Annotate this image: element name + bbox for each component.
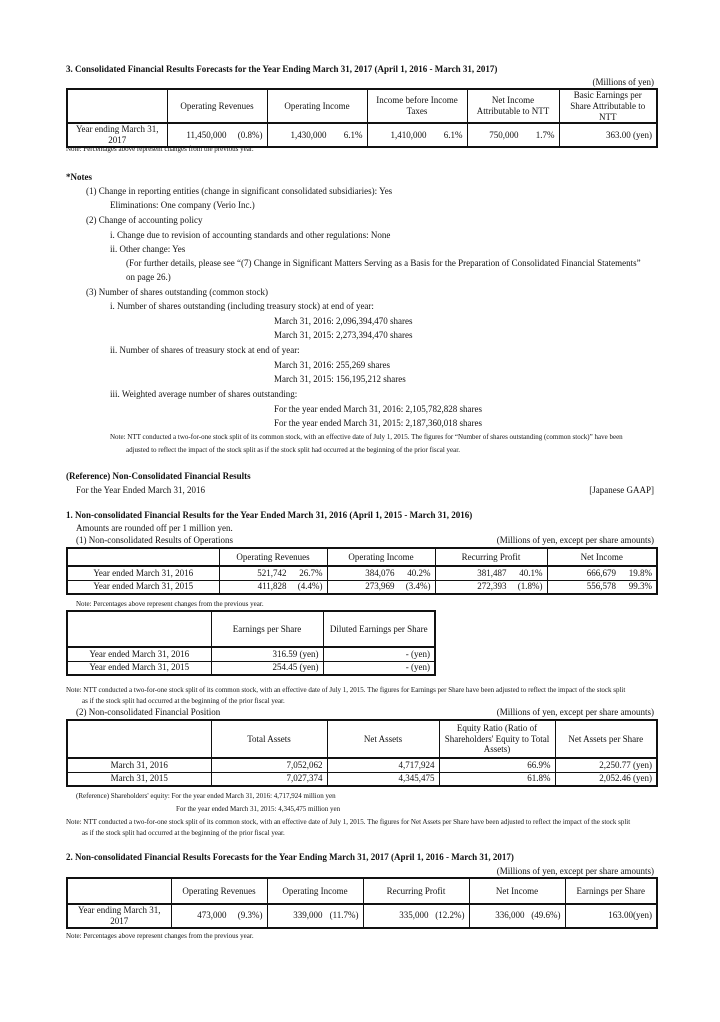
- table-cell: 66.9%: [439, 758, 555, 772]
- row-label: March 31, 2016: [67, 758, 211, 772]
- table-header: Operating Revenues: [219, 548, 327, 566]
- table-header: Net Income: [547, 548, 657, 566]
- notes-line: March 31, 2016: 255,269 shares: [274, 360, 390, 370]
- table-header: [67, 878, 171, 904]
- table-cell: - (yen): [323, 661, 435, 675]
- financial-position-table: [66, 719, 658, 787]
- row-label: Year ended March 31, 2015: [67, 661, 211, 675]
- notes-line: ii. Other change: Yes: [110, 244, 186, 254]
- shareholders-equity-line: (Reference) Shareholders' equity: For the year ended March 31, 2016: 4,717,924 million yen: [76, 792, 336, 800]
- section2-title: 2. Non-consolidated Financial Results Forecasts for the Year Ending March 31, 2017 (April 1, 2016 - March 31, 2017): [66, 852, 514, 862]
- results-unit: (Millions of yen, except per share amounts): [496, 535, 654, 545]
- table-row: [67, 904, 657, 928]
- table-cell: 2,250.77 (yen): [555, 758, 657, 772]
- row-label: Year ending March 31, 2017: [67, 904, 171, 928]
- notes-line: March 31, 2016: 2,096,394,470 shares: [274, 316, 413, 326]
- table-row: [67, 772, 657, 786]
- table-cell: 11,450,000 (0.8%): [167, 123, 267, 147]
- table-cell: 339,000 (11.7%): [267, 904, 363, 928]
- table-cell: 473,000 (9.3%): [171, 904, 267, 928]
- notes-line: (3) Number of shares outstanding (common stock): [86, 287, 268, 297]
- position-note: as if the stock split had occurred at the beginning of the prior fiscal year.: [82, 829, 285, 837]
- table-row: [67, 580, 657, 594]
- notes-line: March 31, 2015: 2,273,394,470 shares: [274, 330, 413, 340]
- shareholders-equity-line: For the year ended March 31, 2015: 4,345,475 million yen: [176, 805, 341, 813]
- section1-title: 1. Non-consolidated Financial Results for the Year Ended March 31, 2016 (April 1, 2015 - March 31, 2016): [66, 510, 473, 520]
- notes-line: March 31, 2015: 156,195,212 shares: [274, 374, 406, 384]
- table-header: Recurring Profit: [435, 548, 547, 566]
- table-header: Earnings per Share: [565, 878, 657, 904]
- table-header: [67, 548, 219, 566]
- table-cell: 1,430,000 6.1%: [267, 123, 367, 147]
- table-row: [67, 661, 435, 675]
- table-row: [67, 647, 435, 661]
- section3-unit: (Millions of yen): [592, 77, 654, 87]
- notes-footnote: Note: NTT conducted a two-for-one stock split of its common stock, with an effective date of July 1, 2015. The figures for “Number of shares outstanding (common stock)” have been: [110, 433, 623, 441]
- row-label: Year ended March 31, 2016: [67, 566, 219, 580]
- notes-line: Eliminations: One company (Verio Inc.): [110, 200, 255, 210]
- notes-line: i. Number of shares outstanding (including treasury stock) at end of year:: [110, 301, 374, 311]
- position-unit: (Millions of yen, except per share amounts): [496, 707, 654, 717]
- section3-title: 3. Consolidated Financial Results Forecasts for the Year Ending March 31, 2017 (April 1, 2016 - March 31, 2017): [66, 64, 498, 74]
- table-cell: 384,076 40.2%: [327, 566, 435, 580]
- table-header: Earnings per Share: [211, 611, 323, 647]
- eps-note: Note: NTT conducted a two-for-one stock split of its common stock, with an effective date of July 1, 2015. The figures for Earnings per Share have been adjusted to reflect the impact of the stock split: [66, 686, 626, 694]
- table-cell: 7,052,062: [211, 758, 327, 772]
- section2-note: Note: Percentages above represent changes from the previous year.: [66, 932, 254, 940]
- table-cell: 254.45 (yen): [211, 661, 323, 675]
- results-of-operations-table: [66, 547, 658, 595]
- table-row: [67, 758, 657, 772]
- table-cell: 750,000 1.7%: [467, 123, 559, 147]
- notes-line: iii. Weighted average number of shares outstanding:: [110, 389, 298, 399]
- table-row: [67, 123, 657, 147]
- table-header: Net Assets per Share: [555, 720, 657, 758]
- table-cell: 4,345,475: [327, 772, 439, 786]
- table-cell: 2,052.46 (yen): [555, 772, 657, 786]
- notes-line: (2) Change of accounting policy: [86, 215, 203, 225]
- results-subtitle: (1) Non-consolidated Results of Operations: [76, 535, 233, 545]
- reference-title: (Reference) Non-Consolidated Financial Results: [66, 471, 251, 481]
- position-subtitle: (2) Non-consolidated Financial Position: [76, 707, 221, 717]
- table-cell: 666,679 19.8%: [547, 566, 657, 580]
- notes-heading: *Notes: [66, 172, 92, 182]
- table-cell: 61.8%: [439, 772, 555, 786]
- notes-line: (1) Change in reporting entities (change in significant consolidated subsidiaries): Yes: [86, 186, 393, 196]
- table-cell: 1,410,000 6.1%: [367, 123, 467, 147]
- table-cell: 273,969 (3.4%): [327, 580, 435, 594]
- eps-table: [66, 610, 436, 676]
- notes-line: ii. Number of shares of treasury stock at end of year:: [110, 345, 300, 355]
- table-cell: 521,742 26.7%: [219, 566, 327, 580]
- table-cell: 335,000 (12.2%): [363, 904, 469, 928]
- reference-period: For the Year Ended March 31, 2016: [76, 485, 205, 495]
- section2-unit: (Millions of yen, except per share amounts): [496, 866, 654, 876]
- table-cell: - (yen): [323, 647, 435, 661]
- table-cell: 316.59 (yen): [211, 647, 323, 661]
- table-header: Basic Earnings per Share Attributable to NTT: [559, 89, 657, 123]
- table-cell: 381,487 40.1%: [435, 566, 547, 580]
- table-cell: 272,393 (1.8%): [435, 580, 547, 594]
- table-cell: 336,000 (49.6%): [469, 904, 565, 928]
- table-header: Equity Ratio (Ratio of Shareholders' Equity to Total Assets): [439, 720, 555, 758]
- table-header: [67, 89, 167, 123]
- table-cell: 411,828 (4.4%): [219, 580, 327, 594]
- notes-line: For the year ended March 31, 2016: 2,105,782,828 shares: [274, 404, 482, 414]
- table-cell: 363.00 (yen): [559, 123, 657, 147]
- gaap-label: [Japanese GAAP]: [589, 485, 654, 495]
- nonconsolidated-forecast-table: [66, 877, 658, 929]
- table-cell: 7,027,374: [211, 772, 327, 786]
- row-label: Year ending March 31, 2017: [67, 123, 167, 147]
- table-cell: 556,578 99.3%: [547, 580, 657, 594]
- table-header: Net Income Attributable to NTT: [467, 89, 559, 123]
- row-label: March 31, 2015: [67, 772, 211, 786]
- notes-line: For the year ended March 31, 2015: 2,187,360,018 shares: [274, 418, 482, 428]
- table-cell: 163.00(yen): [565, 904, 657, 928]
- table-header: Recurring Profit: [363, 878, 469, 904]
- table-header: Operating Income: [327, 548, 435, 566]
- notes-line: i. Change due to revision of accounting standards and other regulations: None: [110, 230, 391, 240]
- notes-line: (For further details, please see “(7) Change in Significant Matters Serving as a Basis for the Preparation of Consolidated Financial Statements”: [126, 258, 641, 268]
- table-header: Income before Income Taxes: [367, 89, 467, 123]
- table-header: Diluted Earnings per Share: [323, 611, 435, 647]
- table-header: Operating Income: [267, 89, 367, 123]
- notes-footnote: adjusted to reflect the impact of the stock split as if the stock split had occurred at the beginning of the prior fiscal year.: [126, 446, 460, 454]
- row-label: Year ended March 31, 2016: [67, 647, 211, 661]
- table-header: Operating Revenues: [167, 89, 267, 123]
- position-note: Note: NTT conducted a two-for-one stock split of its common stock, with an effective date of July 1, 2015. The figures for Net Assets per Share have been adjusted to reflect the impact of the stock split: [66, 818, 631, 826]
- table-header: Operating Revenues: [171, 878, 267, 904]
- table-header: [67, 611, 211, 647]
- table-header: Total Assets: [211, 720, 327, 758]
- eps-note: as if the stock split had occurred at the beginning of the prior fiscal year.: [82, 697, 285, 705]
- table-header: Operating Income: [267, 878, 363, 904]
- table-row: [67, 566, 657, 580]
- results-note: Note: Percentages above represent changes from the previous year.: [76, 600, 264, 608]
- table-header: Net Income: [469, 878, 565, 904]
- section3-note: Note: Percentages above represent changes from the previous year.: [66, 145, 254, 153]
- table-cell: 4,717,924: [327, 758, 439, 772]
- row-label: Year ended March 31, 2015: [67, 580, 219, 594]
- table-header: [67, 720, 211, 758]
- notes-line: on page 26.): [126, 272, 171, 282]
- rounding-note: Amounts are rounded off per 1 million yen.: [76, 523, 233, 533]
- consolidated-forecast-table: [66, 88, 658, 148]
- table-header: Net Assets: [327, 720, 439, 758]
